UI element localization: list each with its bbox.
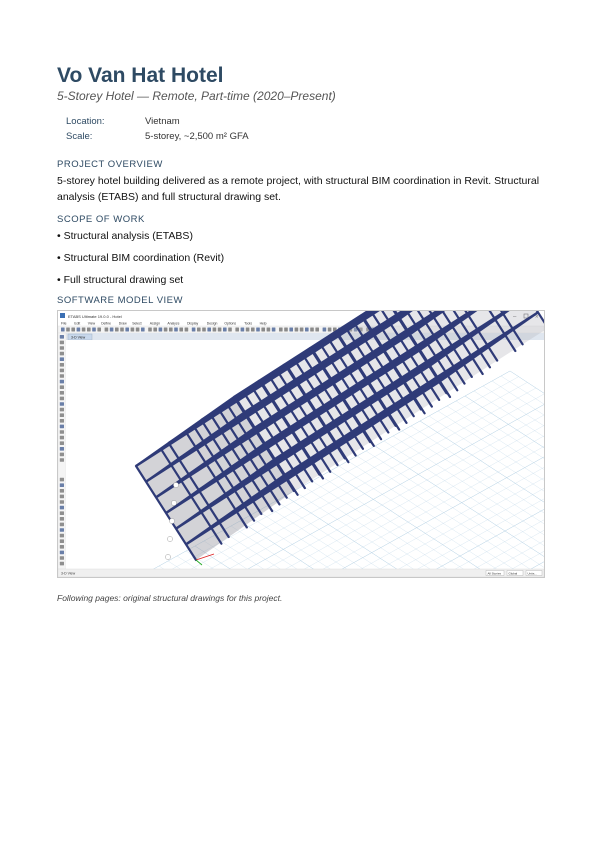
toolbar-button-icon[interactable] [141, 328, 145, 332]
side-tool-icon[interactable] [60, 363, 64, 367]
toolbar-button-icon[interactable] [164, 328, 168, 332]
toolbar-button-icon[interactable] [251, 328, 255, 332]
side-toolbar [60, 335, 64, 565]
side-tool-icon[interactable] [60, 562, 64, 566]
toolbar-button-icon[interactable] [153, 328, 157, 332]
menu-item-file[interactable]: File [61, 321, 67, 326]
toolbar-button-icon[interactable] [87, 328, 91, 332]
section-heading-model-view: SOFTWARE MODEL VIEW [57, 295, 183, 306]
section-heading-scope: SCOPE OF WORK [57, 214, 145, 225]
toolbar-button-icon[interactable] [61, 328, 65, 332]
units-dropdown-label: Units... [527, 571, 537, 576]
toolbar-button-icon[interactable] [218, 328, 222, 332]
menu-item-edit[interactable]: Edit [74, 321, 81, 326]
toolbar-button-icon[interactable] [323, 328, 327, 332]
side-tool-icon[interactable] [60, 430, 64, 434]
window-title: ETABS Ultimate 19.0.0 - Hotel [68, 314, 122, 319]
side-tool-icon[interactable] [60, 408, 64, 412]
toolbar-button-icon[interactable] [97, 328, 101, 332]
app-icon [60, 313, 65, 318]
menu-item-select[interactable]: Select [132, 321, 142, 326]
side-tool-icon[interactable] [60, 489, 64, 493]
menu-item-assign[interactable]: Assign [149, 321, 160, 326]
overview-text: 5-storey hotel building delivered as a remote project, with structural BIM coordination in Revit. Structural analysis (ETABS) and full structural drawing set. [57, 175, 540, 203]
toolbar-button-icon[interactable] [241, 328, 245, 332]
toolbar-button-icon[interactable] [71, 328, 75, 332]
meta-label: Scale: [66, 130, 93, 142]
tab-label: 3-D View [71, 335, 86, 340]
scope-list [57, 229, 545, 287]
side-tool-icon[interactable] [60, 397, 64, 401]
side-tool-icon[interactable] [60, 413, 64, 417]
software-screenshot [57, 310, 545, 578]
menu-item-view[interactable]: View [87, 321, 96, 326]
grid-bubble-icon [167, 536, 172, 541]
toolbar-button-icon[interactable] [148, 328, 152, 332]
toolbar-button-icon[interactable] [272, 328, 276, 332]
toolbar-button-icon[interactable] [328, 328, 332, 332]
side-tool-icon[interactable] [60, 447, 64, 451]
side-tool-icon[interactable] [60, 528, 64, 532]
toolbar-button-icon[interactable] [300, 328, 304, 332]
list-item: • Structural BIM coordination (Revit) [57, 252, 225, 264]
side-tool-icon[interactable] [60, 357, 64, 361]
side-tool-icon[interactable] [60, 419, 64, 423]
menu-item-design[interactable]: Design [206, 321, 218, 326]
toolbar-button-icon[interactable] [120, 328, 124, 332]
page-subtitle: 5-Storey Hotel — Remote, Part-time (2020–Present) [57, 89, 336, 103]
menu-item-options[interactable]: Options [224, 321, 237, 326]
meta-scale [66, 130, 545, 145]
toolbar-button-icon[interactable] [82, 328, 86, 332]
toolbar-button-icon[interactable] [131, 328, 135, 332]
toolbar-button-icon[interactable] [223, 328, 227, 332]
menu-item-display[interactable]: Display [187, 321, 199, 326]
side-tool-icon[interactable] [60, 551, 64, 555]
side-tool-icon[interactable] [60, 453, 64, 457]
side-tool-icon[interactable] [60, 352, 64, 356]
toolbar-button-icon[interactable] [174, 328, 178, 332]
side-tool-icon[interactable] [60, 341, 64, 345]
toolbar-button-icon[interactable] [92, 328, 96, 332]
side-tool-icon[interactable] [60, 539, 64, 543]
side-tool-icon[interactable] [60, 534, 64, 538]
project-meta [66, 115, 545, 144]
section-heading-overview: PROJECT OVERVIEW [57, 159, 163, 170]
toolbar-button-icon[interactable] [159, 328, 163, 332]
minimize-icon[interactable]: – [513, 314, 517, 320]
toolbar-button-icon[interactable] [246, 328, 250, 332]
toolbar-button-icon[interactable] [136, 328, 140, 332]
side-tool-icon[interactable] [60, 511, 64, 515]
side-tool-icon[interactable] [60, 335, 64, 339]
side-tool-icon[interactable] [60, 458, 64, 462]
toolbar-button-icon[interactable] [213, 328, 217, 332]
side-tool-icon[interactable] [60, 495, 64, 499]
menu-item-define[interactable]: Define [101, 321, 112, 326]
menu-item-draw[interactable]: Draw [118, 321, 127, 326]
side-tool-icon[interactable] [60, 369, 64, 373]
coord-dropdown-label: Global [508, 571, 518, 576]
etabs-window [58, 311, 544, 577]
side-tool-icon[interactable] [60, 425, 64, 429]
toolbar-button-icon[interactable] [295, 328, 299, 332]
grid-bubble-icon [165, 554, 170, 559]
side-tool-icon[interactable] [60, 385, 64, 389]
toolbar-button-icon[interactable] [207, 328, 211, 332]
caption: Following pages: original structural drawings for this project. [57, 593, 283, 603]
toolbar-button-icon[interactable] [66, 328, 70, 332]
toolbar-button-icon[interactable] [228, 328, 232, 332]
toolbar-button-icon[interactable] [192, 328, 196, 332]
menu-item-tools[interactable]: Tools [244, 321, 253, 326]
toolbar-button-icon[interactable] [235, 328, 239, 332]
side-tool-icon[interactable] [60, 441, 64, 445]
story-dropdown-label: All Stories [487, 571, 502, 576]
toolbar-button-icon[interactable] [185, 328, 189, 332]
toolbar-button-icon[interactable] [169, 328, 173, 332]
toolbar-button-icon[interactable] [77, 328, 81, 332]
toolbar-button-icon[interactable] [284, 328, 288, 332]
toolbar-button-icon[interactable] [315, 328, 319, 332]
side-tool-icon[interactable] [60, 346, 64, 350]
grid-bubble-icon [171, 500, 176, 505]
toolbar-button-icon[interactable] [110, 328, 114, 332]
side-tool-icon[interactable] [60, 517, 64, 521]
meta-location [66, 115, 545, 130]
side-tool-icon[interactable] [60, 374, 64, 378]
side-tool-icon[interactable] [60, 500, 64, 504]
toolbar-button-icon[interactable] [279, 328, 283, 332]
meta-value: Vietnam [145, 116, 180, 127]
list-item: • Structural analysis (ETABS) [57, 230, 193, 242]
meta-label: Location: [66, 116, 105, 127]
status-dropdowns [486, 571, 542, 576]
list-item: • Full structural drawing set [57, 274, 184, 286]
side-tool-icon[interactable] [60, 391, 64, 395]
side-tool-icon[interactable] [60, 523, 64, 527]
side-tool-icon[interactable] [60, 402, 64, 406]
toolbar-button-icon[interactable] [105, 328, 109, 332]
status-text: 3-D View [61, 571, 76, 576]
toolbar-button-icon[interactable] [202, 328, 206, 332]
document-page [57, 64, 545, 603]
side-tool-icon[interactable] [60, 380, 64, 384]
menu-item-help[interactable]: Help [259, 321, 267, 326]
page-title: Vo Van Hat Hotel [57, 64, 224, 87]
meta-value: 5-storey, ~2,500 m² GFA [145, 130, 249, 142]
toolbar-button-icon[interactable] [261, 328, 265, 332]
toolbar-button-icon[interactable] [289, 328, 293, 332]
toolbar-button-icon[interactable] [197, 328, 201, 332]
menu-item-analyze[interactable]: Analyze [167, 321, 180, 326]
toolbar-button-icon[interactable] [125, 328, 129, 332]
side-tool-icon[interactable] [60, 436, 64, 440]
side-tool-icon[interactable] [60, 483, 64, 487]
side-tool-icon[interactable] [60, 478, 64, 482]
side-tool-icon[interactable] [60, 545, 64, 549]
toolbar-button-icon[interactable] [115, 328, 119, 332]
toolbar-button-icon[interactable] [310, 328, 314, 332]
toolbar-button-icon[interactable] [305, 328, 309, 332]
side-tool-icon[interactable] [60, 556, 64, 560]
grid-bubble-icon [169, 518, 174, 523]
close-icon[interactable]: × [535, 314, 539, 321]
toolbar-button-icon[interactable] [256, 328, 260, 332]
side-tool-icon[interactable] [60, 506, 64, 510]
toolbar-button-icon[interactable] [179, 328, 183, 332]
toolbar-button-icon[interactable] [267, 328, 271, 332]
grid-bubble-icon [173, 482, 178, 487]
